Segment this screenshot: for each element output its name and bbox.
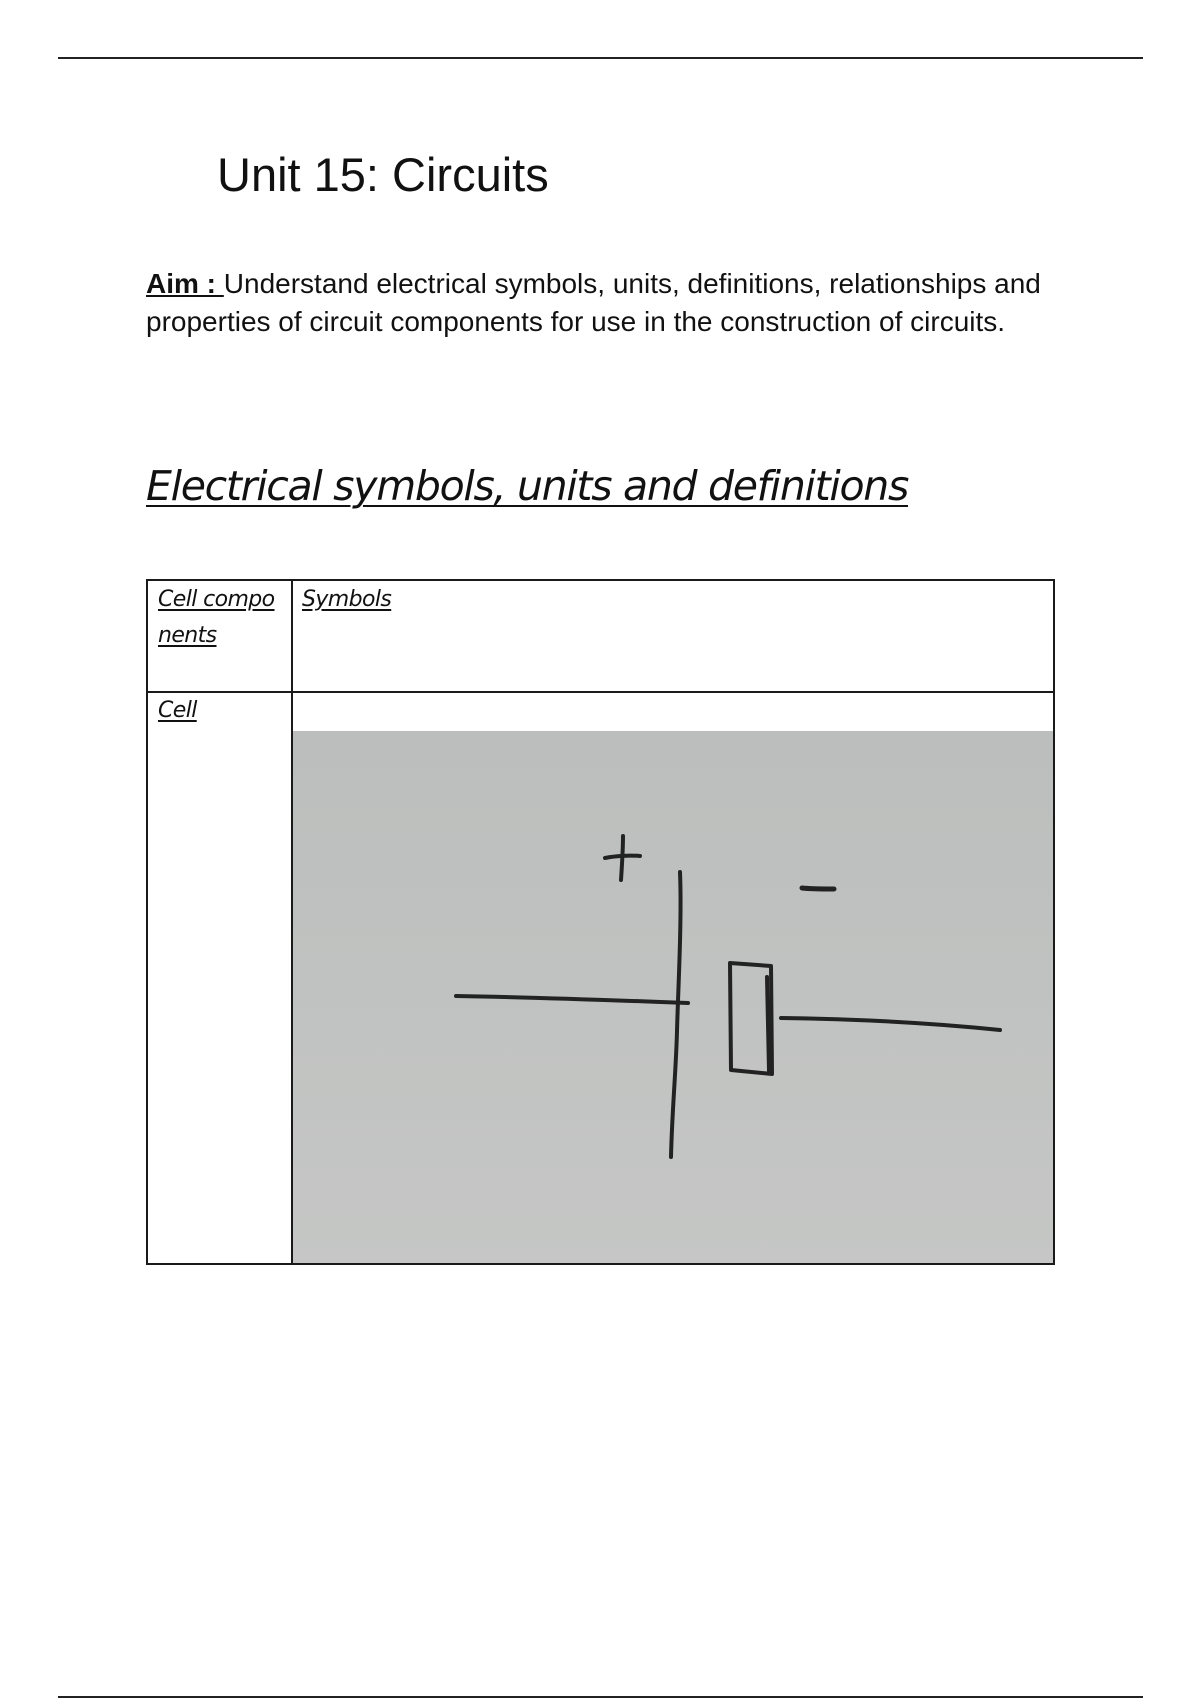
cell-symbol-photo [293,731,1053,1263]
table-row-divider [148,691,1053,693]
page-title: Unit 15: Circuits [217,148,549,201]
table-row-component-label: Cell [158,698,197,723]
cell-long-plate [671,872,681,1157]
aim-label: Aim : [146,268,224,299]
table-header-symbols: Symbols [302,587,392,612]
symbols-table [146,579,1055,1265]
aim-text: Understand electrical symbols, units, definitions, relationships and properties of circuit components for use in the construction of circuits. [146,268,1041,337]
footer-rule [58,1696,1143,1698]
cell-right-wire [781,1018,1000,1030]
table-header-components: Cell components [158,587,275,648]
section-heading: Electrical symbols, units and definitions [146,462,909,510]
cell-left-wire [456,996,688,1003]
aim-paragraph [146,265,1076,341]
header-rule [58,57,1143,59]
cell-symbol-drawing-icon [293,731,1053,1263]
